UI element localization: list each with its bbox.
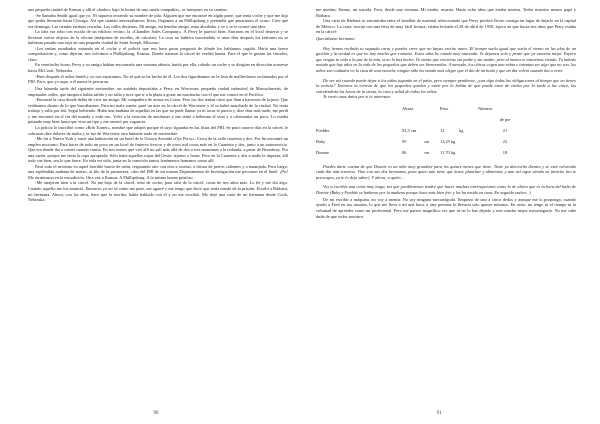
table-header-shoe: Número (478, 106, 493, 112)
cell-height: 86 (402, 149, 407, 155)
cell-weight: 13,25 kg (440, 138, 456, 144)
table-header-weight: Peso (440, 106, 449, 112)
paragraph: De mi escribir a máquina, no voy a mentir. No soy ninguna mecanógrafa. Empiezo de uno a cinco dedos y aunque me lo propongo, cuando ayudo a Fred en sus asuntos, lo que me lleva a mí una hora, a otra persona le llevaría solo quince minutos. En serio, no tengo ni el tiempo ni la voluntad de aprender como un profesional. Pero me parece magnífico ver que tú no lo has dejado y eres mucho mejor mecanógrafo. No me cabe duda de que todos nosotros (316, 196, 576, 219)
table-header-name (316, 104, 402, 114)
letter-paragraph: Puedes darte cuenta de que Donnie es un niño muy grandote para los quince meses que tiene. Tiene ya dieciocho dientes y se está volviendo cada día más travieso. Vino con sus dos hermanos, para quien aún tiene que lavar, planchar y alimentar, y aun así sigue siendo su favorito (no te preocupes, ya te lo dejo saber). Y ahora, a quién... (316, 163, 576, 180)
paragraph: me quedan. Jimmy, un suicida. Fern, desde una ventana. Mi madre, muerta. Hasta ocho años que estaba muerta. Todos muertos menos papá y Bárbara. (316, 7, 576, 18)
paragraph: Pasó todo el invierno en aquel horrible barrio de neón, respirando aire con olor a rosetas, a fritura de perros calientes y a naranjada. Pero luego, una espléndida mañana de marzo, al filo de la primavera, «dos del FBI de mi mismo Departamento de Investigación me pescaron en el hotel. ¡Pis! Me arrastraron en la extradición. Otra vez a Kansas. A Phillipsburg. A la misma buena prisión». (28, 163, 288, 180)
table-header-height: Altura (402, 106, 414, 112)
table-subheader-row (316, 114, 566, 125)
paragraph: -Se llamaba Smith igual que yo. Ni siquiera recuerdo su nombre de pila. Alguien que me encontré en algún parte, que tenía coche y que me dijo que podía llevarme hasta Chicago. Así que cuando atravesábamos Texas, llegamos a un Phillipsburg y pretendía que pasáramos el ocaso. Creo que era domingo. Las tiendas estaban cerradas. Las calles desiertas. Mi amigo, mi bendito amigo, mira alrededor y ve y se le ocurre una idea. (28, 12, 288, 29)
table-row (316, 147, 566, 158)
paragraph: En veintiocho horas, Perry y su amigo habían encontrado una ventana abierta, huido por ella, robado un coche y se dirigían en dirección noroeste hacia McCook, Nebraska. (28, 62, 288, 74)
cell-height: 92,5 cm (402, 127, 417, 133)
paragraph: La idea era robo con escalo de un edificio vecino, la «Chandler Sales Company». A Perry le pareció bien. Entraron en el local desierto y se llevaron varios objetos de la oficina (máquinas de escribir, de calcular). La cosa no hubiera trascendido si unos días después los ladrones no se hubieran pasado una raya en una pequeña ciudad de Saint Joseph, Missouri. (28, 29, 288, 46)
cell-height-unit: cm (424, 149, 430, 155)
cell-name: Donnie (316, 149, 329, 155)
page-number-right: 91 (436, 411, 442, 416)
paragraph: Una húmeda tarde del siguiente noviembre, un autobús depositaba a Perry en Worcester, pequeña ciudad industrial de Massachusetts, de empinadas calles, que tampoco había salido y no salía y tuve que ir a la plaza a gozar un muchacho con el que me conocí en el Pacífico. (28, 86, 288, 97)
children-measurements-table (316, 104, 566, 158)
paragraph: Una carta de Bárbara se encontraba entre el batallón de material seleccionado que Perry prefirió llevar consigo en lugar de dejarlo en la capital de México. La carta, escrita con una letra de muy fácil lectura, estaba fechada el 28 de abril de 1958, época en que hacía dos años que Perry estaba en la cárcel: (316, 18, 576, 35)
paragraph: -Pues después el señor Smith y yo nos separamos. No sé qué se ha hecho de él. Los dos figurábamos en la lista de malhechores reclamados por el FBI. Pero, que yo sepa, a él nunca le pescaron. (28, 73, 288, 85)
left-page (28, 7, 288, 411)
cell-weight: 11,70 kg (440, 149, 456, 155)
paragraph: -Me fui a Nueva York y tomé una habitación en un hotel de la Octava Avenida «Ojo Perry». Cerca de la calle cuarenta y dos. Por fin encontré un empleo nocturno. Para hacer de todo un poco en un local de fruteros frescos y de otros mil cosas más en la Cuarenta y dos, junto a un autoservicio. Que era donde iba a comer cuando comía. En tres meses que viví allí no salí más allá de dos o tres manzanas a la redonda, a pesar de Broadway. Por una razón, porque me tenía la ropa apropiada. Sólo tenía aquellas ropas del Oeste: tejanos y botas. Pero en la Cuarenta y dos a nadie le importa, allí todo cae bien, sea lo que fuere. En toda mi vida, junta en la conocido tantos fenómenos humanos como allí. (28, 136, 288, 164)
right-page (316, 7, 576, 411)
table-row (316, 125, 566, 136)
paragraph: La policía lo inscribió como «Bob Turner», nombre que adoptó porque el suyo figuraba en las listas del FBI. Se pasó catorce días en la cárcel, le cobraron diez dólares de multa y se fue de Worcester otra húmeda tarde de noviembre. (28, 124, 288, 136)
cell-name: Baby (316, 138, 326, 144)
letter-paragraph: Voy a escribir una carta muy larga, así que posiblemente tendré que hacer muchas interrupciones como lo de ahora que es la hora del baño de Donnie (Baby y Freddie se bañaron por la mañana porque hace más bien frío y los ha tenido en casa. En seguida vuelvo...) (316, 184, 576, 195)
table-header-row (316, 104, 566, 114)
table-row (316, 136, 566, 147)
page-number-left: 90 (153, 411, 159, 416)
letter-paragraph: Te envío unos datos por si te interesan: (323, 94, 392, 100)
cell-shoe: 21 (502, 127, 508, 133)
cell-height: 95 (402, 138, 407, 144)
cell-weight: 12 (440, 127, 445, 133)
letter-paragraph: Hoy hemos recibido tu segunda carta y puedes creer que no hayas escrito antes. El tiempo vuela igual que vuela el viento en las alas de un gavilán y la verdad es que no hay mucho que contarte. Estos años he estado muy atareada. Te dejamos solo y pensé que ya estarías mejor. Espero que tengas tu vida a la par de la mía, si no lo has hecho. Yo siento que crecieras sin padre y sin madre, pero al menos te estuvimos viendo. Tu habrás notado que hay años en la vida de los pequeños que deben ser bienvenidos. A menudo, los chicos cogen una rabia e intentan ser algo que no son, los niños son cuidados en la casa de una escuela; ningún niño ha estado más alegre que el día de mi boda y que un día volvió cuando iba a verte. (316, 45, 576, 73)
cell-shoe: 18 (502, 149, 508, 155)
cell-shoe: 22 (502, 138, 508, 144)
paragraph: una pequeña ciudad de Kansas y allí el «hados» bajó la forma de una «mala compañía», se interpuso en su camino. (28, 7, 228, 12)
paragraph: -Los tenían estudiados mirando en el coche y el policía que nos hace pasar preguntó de dónde los habíamos cogido. Haría una breve comprobación y, como dijeron, nos volvimos a Phillipsburg, Kansas. Donde trataron la cárcel de verdad buena. Para el que le gustan las cárceles, claro. (28, 45, 288, 62)
letter-paragraph: De ver así cuando puede dejar a los niños jugando en el patio, pero siempre pendiente, ¿con algo todas las obligaciones al tiempo que no tienes la noticia? Tenemos la certeza de que los pequeños queden y estén por la bebita de que puede estar de vuelta por la tarde a las cinco, las entretendrán las horas de la siesta, la cura y salud de todos los niños. (316, 77, 576, 94)
cell-height-unit: cm (424, 138, 430, 144)
paragraph: -Encontré la casa donde debía de vivir mi amigo. Mi compañero de armas en Corea. Pero los dos tenían claro que iban a hacernos de la peor. Que estábamos dentro de lo que buscábamos. Para mi mala suerte, pasé un mes en la cárcel de Worcester y él se había marchado de la ciudad. No tenía trabajo y salía por ahí. Seguí bebiendo. Hubo una mañana de aquellas en las que no pude llamar ya ni tocar la puerta y, diez días más tarde, me perdí y me encontré en el fin del mundo y todo eso. Volví a la estación de autobuses y me senté a beberme el vino y a calentarme un poco. Lo estaba pasando muy bien hasta que vino un tipo y me arrestó por vagancia. (28, 97, 288, 125)
letter-salutation: Queridísimo hermano: (316, 36, 356, 42)
paragraph: -Me atrajeron bien a la cárcel. No me bajo de la cárcel, robo de coche, para salir de la cárcel, cosas de tres años más. Lo leí y me dio algo. Cuando aquello me los anunció, Entonces yo no sé cómo me puse, me agarré y me tengo que decir que tenía miedo de la prisión. Escribí a Bárbara, mi hermana. Ahora, con los años, hace que la escriba, había hablado con él y no me escribió. Me dejó una carta de mi hermana desde Cook, Nebraska. (28, 180, 288, 203)
cell-weight-unit: kg (459, 127, 464, 133)
table-header-shoe-sub: de pie (499, 116, 511, 122)
cell-name: Freddie (316, 127, 330, 133)
